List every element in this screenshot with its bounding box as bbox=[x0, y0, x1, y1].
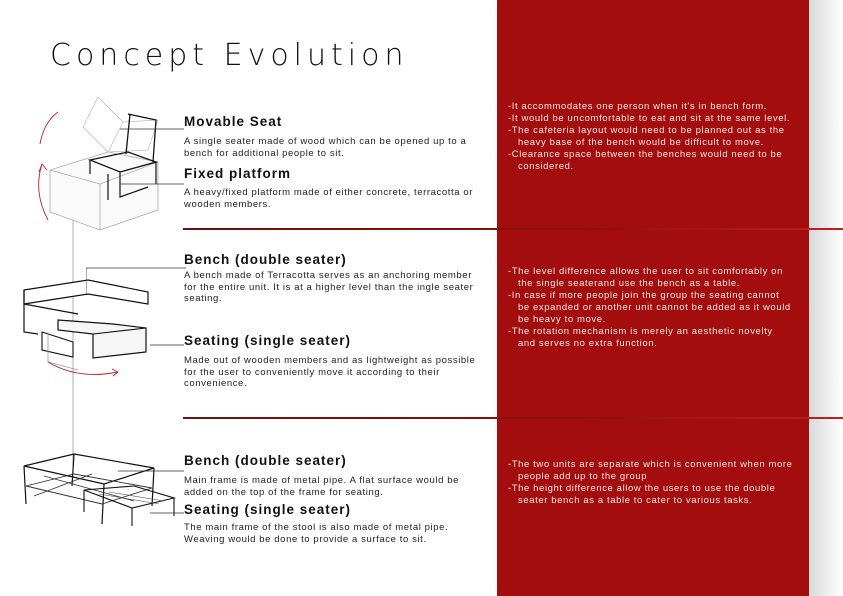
metal-frame-sketch bbox=[14, 446, 184, 546]
section-2-text-1: A bench made of Terracotta serves as an anchoring member for the entire unit. It is at a higher level than the ingle seater seating. bbox=[184, 270, 474, 304]
leader-line-fixed-platform bbox=[120, 181, 184, 187]
note-item: -The cafeteria layout would need to be planned out as the heavy base of the bench would be difficult to move. bbox=[508, 125, 785, 148]
section-1-heading-1: Movable Seat bbox=[184, 114, 283, 129]
section-2-heading-2: Seating (single seater) bbox=[184, 333, 352, 348]
page-title: Concept Evolution bbox=[50, 38, 409, 73]
section-3-heading-2: Seating (single seater) bbox=[184, 502, 352, 517]
page-edge-shadow bbox=[809, 0, 843, 596]
note-item: -The two units are separate which is convenient when more people add up to the group bbox=[508, 459, 793, 482]
section-2-notes bbox=[508, 266, 793, 350]
section-3-heading-1: Bench (double seater) bbox=[184, 453, 347, 468]
movable-seat-sketch bbox=[28, 92, 178, 237]
section-1-text-1: A single seater made of wood which can be opened up to a bench for additional people to sit. bbox=[184, 136, 467, 159]
section-divider-1 bbox=[183, 228, 843, 230]
section-3-text-1: Main frame is made of metal pipe. A flat surface would be added on the top of the frame for seating. bbox=[184, 475, 459, 498]
note-item: -It accommodates one person when it's in bench form. bbox=[508, 101, 768, 112]
note-item: -The height difference allow the users to use the double seater bench as a table to cater to various tasks. bbox=[508, 483, 776, 506]
note-item: -In case if more people join the group the seating cannot be expanded or another unit cannot be added as it would be heavy to move. bbox=[508, 290, 791, 325]
note-item: -Clearance space between the benches would need to be considered. bbox=[508, 149, 783, 172]
note-item: -The level difference allows the user to sit comfortably on the single seaterand use the bench as a table. bbox=[508, 266, 783, 289]
section-divider-2 bbox=[183, 417, 843, 419]
section-1-text-2: A heavy/fixed platform made of either concrete, terracotta or wooden members. bbox=[184, 187, 474, 210]
section-2-heading-1: Bench (double seater) bbox=[184, 252, 347, 267]
note-item: -The rotation mechanism is merely an aesthetic novelty and serves no extra function. bbox=[508, 326, 773, 349]
section-1-notes bbox=[508, 101, 793, 173]
leader-line-seating-metal bbox=[150, 510, 184, 516]
note-item: -It would be uncomfortable to eat and sit at the same level. bbox=[508, 113, 791, 124]
section-1-heading-2: Fixed platform bbox=[184, 166, 292, 181]
section-3-notes bbox=[508, 459, 793, 507]
leader-line-seating-wooden bbox=[150, 342, 184, 348]
section-3-text-2: The main frame of the stool is also made of metal pipe. Weaving would be done to provide a surface to sit. bbox=[184, 522, 449, 545]
leader-line-bench-metal bbox=[118, 468, 184, 474]
leader-line-bench-terracotta bbox=[86, 266, 186, 296]
leader-line-movable-seat bbox=[120, 126, 184, 132]
section-2-text-2: Made out of wooden members and as lightweight as possible for the user to conveniently move it according to their convenience. bbox=[184, 355, 476, 389]
